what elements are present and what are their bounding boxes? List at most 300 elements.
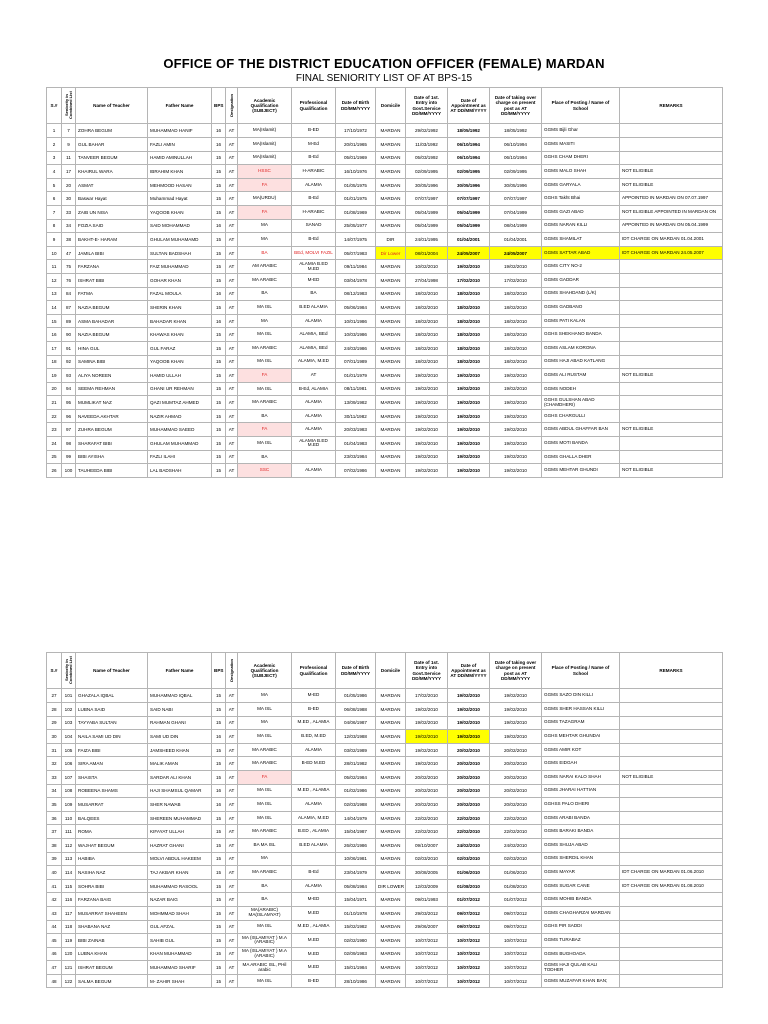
seniority-cell: 75 bbox=[62, 260, 76, 274]
remarks-cell bbox=[620, 396, 723, 410]
seniority-cell: 84 bbox=[62, 287, 76, 301]
posting-cell: GGMS SATTAR ABAD bbox=[542, 246, 620, 260]
teacher-name-cell: ZUHRA BEGUM bbox=[76, 423, 148, 437]
charge-date-cell: 19/02/2010 bbox=[490, 450, 542, 464]
remarks-cell bbox=[620, 409, 723, 423]
teacher-name-cell: ROMA bbox=[76, 825, 148, 839]
seniority-table-1 bbox=[46, 87, 723, 478]
bps-cell: 15 bbox=[212, 934, 226, 948]
academic-cell: MA ARABIC ISL, PHil arabic bbox=[238, 961, 292, 975]
domicile-cell: MARDAN bbox=[376, 947, 406, 961]
teacher-name-cell: ISHRAT BEGUM bbox=[76, 961, 148, 975]
entry-date-cell: 19/02/2010 bbox=[406, 409, 448, 423]
father-name-cell: KHAWAS KHAN bbox=[148, 328, 212, 342]
appointment-date-cell: 20/02/2010 bbox=[448, 743, 490, 757]
designation-cell: AT bbox=[226, 165, 238, 179]
domicile-cell: MARDAN bbox=[376, 219, 406, 233]
header-posting: Place of Posting / Name of School bbox=[542, 653, 620, 689]
designation-cell: AT bbox=[226, 233, 238, 247]
teacher-name-cell: HABIBA bbox=[76, 852, 148, 866]
designation-cell: AT bbox=[226, 464, 238, 478]
professional-cell: B-ED M.ED bbox=[292, 757, 336, 771]
posting-cell: GGMS HAJI ABAD KATLANG bbox=[542, 355, 620, 369]
academic-cell: MA ISL bbox=[238, 355, 292, 369]
professional-cell: B.ED ALAMIA bbox=[292, 838, 336, 852]
posting-cell: GGMS GADBANO bbox=[542, 301, 620, 315]
header-seniority-label: Seniority in Combined List bbox=[63, 656, 73, 684]
serial-cell: 25 bbox=[47, 450, 62, 464]
bps-cell: 15 bbox=[212, 437, 226, 451]
teacher-name-cell: MUSARRAT bbox=[76, 798, 148, 812]
designation-cell: AT bbox=[226, 757, 238, 771]
seniority-cell: 33 bbox=[62, 205, 76, 219]
domicile-cell: MARDAN bbox=[376, 703, 406, 717]
dob-cell: 01/02/1986 bbox=[336, 784, 376, 798]
academic-cell: MA ISL bbox=[238, 703, 292, 717]
designation-cell: AT bbox=[226, 151, 238, 165]
charge-date-cell: 30/05/1996 bbox=[490, 178, 542, 192]
domicile-cell: MARDAN bbox=[376, 757, 406, 771]
domicile-cell: DIR LOWER bbox=[376, 879, 406, 893]
designation-cell: AT bbox=[226, 178, 238, 192]
remarks-cell bbox=[620, 689, 723, 703]
entry-date-cell: 29/03/2012 bbox=[406, 906, 448, 920]
bps-cell: 15 bbox=[212, 879, 226, 893]
table-row bbox=[47, 205, 723, 219]
dob-cell: 08/11/1981 bbox=[336, 382, 376, 396]
bps-cell: 15 bbox=[212, 233, 226, 247]
charge-date-cell: 24/02/2010 bbox=[490, 838, 542, 852]
header-seniority bbox=[62, 653, 76, 689]
designation-cell: AT bbox=[226, 328, 238, 342]
seniority-cell: 76 bbox=[62, 273, 76, 287]
teacher-name-cell: JAMILA BIBI bbox=[76, 246, 148, 260]
serial-cell: 19 bbox=[47, 369, 62, 383]
seniority-cell: 119 bbox=[62, 934, 76, 948]
designation-cell: AT bbox=[226, 246, 238, 260]
serial-cell: 31 bbox=[47, 743, 62, 757]
designation-cell: AT bbox=[226, 355, 238, 369]
header-row bbox=[47, 653, 723, 689]
teacher-name-cell: SEEMA REHMAN bbox=[76, 382, 148, 396]
appointment-date-cell: 20/02/2010 bbox=[448, 798, 490, 812]
academic-cell: MA bbox=[238, 689, 292, 703]
dob-cell: 14/04/1979 bbox=[336, 811, 376, 825]
entry-date-cell: 19/02/2010 bbox=[406, 703, 448, 717]
bps-cell: 15 bbox=[212, 301, 226, 315]
domicile-cell: MARDAN bbox=[376, 770, 406, 784]
table-row bbox=[47, 178, 723, 192]
seniority-cell: 11 bbox=[62, 151, 76, 165]
father-name-cell: SHEREEN MUHAMMAD bbox=[148, 811, 212, 825]
appointment-date-cell: 06/10/1994 bbox=[448, 138, 490, 152]
serial-cell: 1 bbox=[47, 124, 62, 138]
remarks-cell bbox=[620, 757, 723, 771]
father-name-cell: SAMI UD DIN bbox=[148, 730, 212, 744]
entry-date-cell: 05/03/1992 bbox=[406, 151, 448, 165]
remarks-cell: IDT CHARGE ON MARDAN 01.04.2001 bbox=[620, 233, 723, 247]
bps-cell: 15 bbox=[212, 246, 226, 260]
father-name-cell: QAZI MUMTAZ AHMED bbox=[148, 396, 212, 410]
bps-cell: 15 bbox=[212, 205, 226, 219]
serial-cell: 18 bbox=[47, 355, 62, 369]
father-name-cell: LAL BADSHAH bbox=[148, 464, 212, 478]
domicile-cell: MARDAN bbox=[376, 838, 406, 852]
professional-cell: M.ED , ALAMIA bbox=[292, 716, 336, 730]
table-row bbox=[47, 798, 723, 812]
academic-cell: MA ISL bbox=[238, 798, 292, 812]
serial-cell: 16 bbox=[47, 328, 62, 342]
posting-cell: GGMS TAZAGRAM bbox=[542, 716, 620, 730]
table-row bbox=[47, 165, 723, 179]
charge-date-cell: 06/10/1994 bbox=[490, 151, 542, 165]
professional-cell: ALAMIA, BEd bbox=[292, 328, 336, 342]
entry-date-cell: 29/06/2007 bbox=[406, 920, 448, 934]
bps-cell: 15 bbox=[212, 165, 226, 179]
dob-cell: 01/05/1975 bbox=[336, 178, 376, 192]
charge-date-cell: 09/07/2012 bbox=[490, 906, 542, 920]
posting-cell: GGMS SHAMILAT bbox=[542, 233, 620, 247]
teacher-name-cell: BIBI ZAINAB bbox=[76, 934, 148, 948]
professional-cell: B-ED bbox=[292, 124, 336, 138]
dob-cell: 01/01/1975 bbox=[336, 192, 376, 206]
dob-cell: 01/10/1978 bbox=[336, 906, 376, 920]
entry-date-cell: 22/02/2010 bbox=[406, 811, 448, 825]
table-row bbox=[47, 716, 723, 730]
father-name-cell: MUHAMMAD HANIF bbox=[148, 124, 212, 138]
teacher-name-cell: SIRA AMAN bbox=[76, 757, 148, 771]
professional-cell: ALAMIA B.ED M.ED bbox=[292, 437, 336, 451]
header-remarks: REMARKS bbox=[620, 88, 723, 124]
academic-cell: FA bbox=[238, 423, 292, 437]
bps-cell: 15 bbox=[212, 355, 226, 369]
dob-cell: 16/10/1976 bbox=[336, 165, 376, 179]
table-row bbox=[47, 124, 723, 138]
bps-cell: 15 bbox=[212, 273, 226, 287]
father-name-cell: YAQOOB KHAN bbox=[148, 205, 212, 219]
teacher-name-cell: SHARAFAT BIBI bbox=[76, 437, 148, 451]
academic-cell: MA (ISLAMIYAT ) M.A (ARABIC) bbox=[238, 947, 292, 961]
bps-cell: 15 bbox=[212, 906, 226, 920]
teacher-name-cell: KHAIRUL WARA bbox=[76, 165, 148, 179]
teacher-name-cell: SHABANA NAZ bbox=[76, 920, 148, 934]
remarks-cell: NOT ELIGIBLE bbox=[620, 165, 723, 179]
bps-cell: 15 bbox=[212, 947, 226, 961]
appointment-date-cell: 09/07/2012 bbox=[448, 906, 490, 920]
domicile-cell: MARDAN bbox=[376, 192, 406, 206]
professional-cell: M.ED bbox=[292, 947, 336, 961]
academic-cell: MA ISL bbox=[238, 730, 292, 744]
serial-cell: 6 bbox=[47, 192, 62, 206]
seniority-cell: 107 bbox=[62, 770, 76, 784]
entry-date-cell: 09/01/1993 bbox=[406, 893, 448, 907]
seniority-cell: 92 bbox=[62, 355, 76, 369]
appointment-date-cell: 24/05/2007 bbox=[448, 246, 490, 260]
header-sno: S.# bbox=[47, 88, 62, 124]
seniority-cell: 7 bbox=[62, 124, 76, 138]
domicile-cell: MARDAN bbox=[376, 314, 406, 328]
domicile-cell: MARDAN bbox=[376, 369, 406, 383]
remarks-cell bbox=[620, 328, 723, 342]
serial-cell: 23 bbox=[47, 423, 62, 437]
father-name-cell: SARDAR ALI KHAN bbox=[148, 770, 212, 784]
designation-cell: AT bbox=[226, 287, 238, 301]
father-name-cell: KIFAYAT ULLAH bbox=[148, 825, 212, 839]
appointment-date-cell: 19/02/2010 bbox=[448, 703, 490, 717]
serial-cell: 48 bbox=[47, 974, 62, 988]
seniority-cell: 106 bbox=[62, 757, 76, 771]
domicile-cell: MARDAN bbox=[376, 260, 406, 274]
bps-cell: 15 bbox=[212, 450, 226, 464]
dob-cell: 01/08/1969 bbox=[336, 205, 376, 219]
designation-cell: AT bbox=[226, 124, 238, 138]
teacher-name-cell: ZOHRA BEGUM bbox=[76, 124, 148, 138]
professional-cell: B.ED ALAMIA bbox=[292, 301, 336, 315]
professional-cell: H-ARABIC bbox=[292, 165, 336, 179]
charge-date-cell: 22/02/2010 bbox=[490, 825, 542, 839]
father-name-cell: TAJ AKBAR KHAN bbox=[148, 866, 212, 880]
header-appointment: Date of Appointment as AT DD/MM/YYYY bbox=[448, 88, 490, 124]
father-name-cell: FAZLI AMIN bbox=[148, 138, 212, 152]
serial-cell: 30 bbox=[47, 730, 62, 744]
posting-cell: GGMS GHALLA DHER bbox=[542, 450, 620, 464]
appointment-date-cell: 02/03/2010 bbox=[448, 852, 490, 866]
charge-date-cell: 20/02/2010 bbox=[490, 784, 542, 798]
serial-cell: 26 bbox=[47, 464, 62, 478]
academic-cell: MA ISL bbox=[238, 920, 292, 934]
dob-cell: 10/06/1981 bbox=[336, 852, 376, 866]
entry-date-cell: 19/02/2010 bbox=[406, 464, 448, 478]
entry-date-cell: 11/03/1992 bbox=[406, 138, 448, 152]
professional-cell: M.ED bbox=[292, 906, 336, 920]
charge-date-cell: 01/08/2010 bbox=[490, 879, 542, 893]
father-name-cell: GOHAR KHAN bbox=[148, 273, 212, 287]
serial-cell: 14 bbox=[47, 301, 62, 315]
charge-date-cell: 19/02/2010 bbox=[490, 464, 542, 478]
professional-cell: B-Ed bbox=[292, 192, 336, 206]
table-row bbox=[47, 866, 723, 880]
father-name-cell: NAZIR AHMAD bbox=[148, 409, 212, 423]
father-name-cell: BAHADAR KHAN bbox=[148, 314, 212, 328]
appointment-date-cell: 22/02/2010 bbox=[448, 825, 490, 839]
remarks-cell bbox=[620, 852, 723, 866]
professional-cell: ALAMIA bbox=[292, 798, 336, 812]
appointment-date-cell: 10/07/2012 bbox=[448, 974, 490, 988]
posting-cell: GGMS MOTI BANDA bbox=[542, 437, 620, 451]
professional-cell: B-Ed bbox=[292, 233, 336, 247]
dob-cell: 08/12/1983 bbox=[336, 287, 376, 301]
header-seniority bbox=[62, 88, 76, 124]
dob-cell: 15/01/1984 bbox=[336, 961, 376, 975]
entry-date-cell: 17/02/2010 bbox=[406, 689, 448, 703]
academic-cell: MA bbox=[238, 233, 292, 247]
serial-cell: 28 bbox=[47, 703, 62, 717]
domicile-cell: MARDAN bbox=[376, 165, 406, 179]
entry-date-cell: 20/02/2010 bbox=[406, 798, 448, 812]
posting-cell: GGMS EIDGAH bbox=[542, 757, 620, 771]
domicile-cell: DIR bbox=[376, 233, 406, 247]
table-row bbox=[47, 260, 723, 274]
designation-cell: AT bbox=[226, 423, 238, 437]
seniority-cell: 90 bbox=[62, 328, 76, 342]
remarks-cell: NOT ELIGIBLE bbox=[620, 423, 723, 437]
teacher-name-cell: GUL BAHAR bbox=[76, 138, 148, 152]
designation-cell: AT bbox=[226, 138, 238, 152]
serial-cell: 36 bbox=[47, 811, 62, 825]
serial-cell: 45 bbox=[47, 934, 62, 948]
remarks-cell: NOT ELIGIBLE bbox=[620, 770, 723, 784]
academic-cell: BA MA ISL bbox=[238, 838, 292, 852]
seniority-cell: 117 bbox=[62, 906, 76, 920]
appointment-date-cell: 18/02/2010 bbox=[448, 328, 490, 342]
professional-cell: ALAMIA, M.ED bbox=[292, 811, 336, 825]
charge-date-cell: 01/07/2012 bbox=[490, 893, 542, 907]
charge-date-cell: 19/02/2010 bbox=[490, 382, 542, 396]
appointment-date-cell: 18/02/2010 bbox=[448, 287, 490, 301]
academic-cell: MA ISL bbox=[238, 328, 292, 342]
teacher-name-cell: NASIHA NAZ bbox=[76, 866, 148, 880]
academic-cell: BA bbox=[238, 893, 292, 907]
father-name-cell: SHERIN KHAN bbox=[148, 301, 212, 315]
academic-cell: FA bbox=[238, 178, 292, 192]
remarks-cell: IDT CHARGE ON MARDAN 01.06.2010 bbox=[620, 866, 723, 880]
dob-cell: 15/04/1987 bbox=[336, 825, 376, 839]
seniority-cell: 111 bbox=[62, 825, 76, 839]
posting-cell: GGMS MUZAFAR KHAN BAN; bbox=[542, 974, 620, 988]
dob-cell: 20/03/1983 bbox=[336, 423, 376, 437]
serial-cell: 20 bbox=[47, 382, 62, 396]
teacher-name-cell: FAIZA BIBI bbox=[76, 743, 148, 757]
bps-cell: 16 bbox=[212, 138, 226, 152]
dob-cell: 09/11/1984 bbox=[336, 260, 376, 274]
teacher-name-cell: FATMA bbox=[76, 287, 148, 301]
father-name-cell: YAQOOB KHAN bbox=[148, 355, 212, 369]
father-name-cell: GHANI UR REHMAN bbox=[148, 382, 212, 396]
professional-cell: B-ED bbox=[292, 703, 336, 717]
table-row bbox=[47, 464, 723, 478]
professional-cell: M-ED bbox=[292, 689, 336, 703]
entry-date-cell: 10/07/2012 bbox=[406, 947, 448, 961]
academic-cell: MA ARABIC bbox=[238, 341, 292, 355]
academic-cell: MA ARABIC bbox=[238, 396, 292, 410]
entry-date-cell: 19/02/2010 bbox=[406, 757, 448, 771]
domicile-cell: MARDAN bbox=[376, 396, 406, 410]
domicile-cell: MARDAN bbox=[376, 301, 406, 315]
academic-cell: HSSC bbox=[238, 165, 292, 179]
teacher-name-cell: SALMA BEGUM bbox=[76, 974, 148, 988]
designation-cell: AT bbox=[226, 301, 238, 315]
remarks-cell bbox=[620, 798, 723, 812]
domicile-cell: MARDAN bbox=[376, 906, 406, 920]
bps-cell: 16 bbox=[212, 730, 226, 744]
professional-cell: M.ED , ALAMIA bbox=[292, 784, 336, 798]
seniority-cell: 108 bbox=[62, 784, 76, 798]
header-designation-label: Designation bbox=[228, 658, 234, 682]
appointment-date-cell: 19/02/2010 bbox=[448, 423, 490, 437]
remarks-cell: NOT ELIGIBLE APPOINTED IN MARDAN ON bbox=[620, 205, 723, 219]
teacher-name-cell: FARZANA BAIG bbox=[76, 893, 148, 907]
table-row bbox=[47, 233, 723, 247]
appointment-date-cell: 18/02/2010 bbox=[448, 314, 490, 328]
table-row bbox=[47, 784, 723, 798]
charge-date-cell: 02/03/2010 bbox=[490, 852, 542, 866]
designation-cell: AT bbox=[226, 730, 238, 744]
entry-date-cell: 05/04/1999 bbox=[406, 219, 448, 233]
entry-date-cell: 30/08/2005 bbox=[406, 866, 448, 880]
academic-cell: MA(Islamit) bbox=[238, 124, 292, 138]
seniority-cell: 9 bbox=[62, 138, 76, 152]
teacher-name-cell: ROBEENA SHAMS bbox=[76, 784, 148, 798]
charge-date-cell: 20/02/2010 bbox=[490, 798, 542, 812]
father-name-cell: M- ZAHIR SHAH bbox=[148, 974, 212, 988]
posting-cell: GGMS ABDUL GHAFFAR BAN bbox=[542, 423, 620, 437]
seniority-cell: 112 bbox=[62, 838, 76, 852]
teacher-name-cell: SAMINA BIBI bbox=[76, 355, 148, 369]
bps-cell: 15 bbox=[212, 260, 226, 274]
seniority-cell: 103 bbox=[62, 716, 76, 730]
header-entry: Date of 1st. Entry into Govt.Service DD/MM/YYYY bbox=[406, 653, 448, 689]
entry-date-cell: 12/03/2009 bbox=[406, 879, 448, 893]
table-row bbox=[47, 825, 723, 839]
designation-cell: AT bbox=[226, 798, 238, 812]
entry-date-cell: 18/02/2010 bbox=[406, 341, 448, 355]
charge-date-cell: 18/02/2010 bbox=[490, 314, 542, 328]
serial-cell: 5 bbox=[47, 178, 62, 192]
appointment-date-cell: 22/02/2010 bbox=[448, 811, 490, 825]
professional-cell: M.ED bbox=[292, 934, 336, 948]
header-row bbox=[47, 88, 723, 124]
father-name-cell: Muhammad Hayat bbox=[148, 192, 212, 206]
professional-cell: B.ED, M.ED bbox=[292, 730, 336, 744]
entry-date-cell: 07/07/1997 bbox=[406, 192, 448, 206]
seniority-cell: 115 bbox=[62, 879, 76, 893]
academic-cell: FA bbox=[238, 369, 292, 383]
bps-cell: 15 bbox=[212, 328, 226, 342]
charge-date-cell: 20/02/2010 bbox=[490, 770, 542, 784]
entry-date-cell: 10/07/2012 bbox=[406, 974, 448, 988]
seniority-cell: 20 bbox=[62, 178, 76, 192]
appointment-date-cell: 20/02/2010 bbox=[448, 757, 490, 771]
teacher-name-cell: MUSARRAT SHAHEEN bbox=[76, 906, 148, 920]
table-row bbox=[47, 355, 723, 369]
table-row bbox=[47, 314, 723, 328]
remarks-cell bbox=[620, 355, 723, 369]
designation-cell: AT bbox=[226, 689, 238, 703]
seniority-cell: 98 bbox=[62, 437, 76, 451]
academic-cell: MA ISL bbox=[238, 301, 292, 315]
bps-cell: 16 bbox=[212, 314, 226, 328]
table-row bbox=[47, 138, 723, 152]
serial-cell: 22 bbox=[47, 409, 62, 423]
designation-cell: AT bbox=[226, 437, 238, 451]
appointment-date-cell: 02/09/1995 bbox=[448, 165, 490, 179]
appointment-date-cell: 19/02/2010 bbox=[448, 369, 490, 383]
bps-cell: 15 bbox=[212, 743, 226, 757]
charge-date-cell: 18/02/2010 bbox=[490, 287, 542, 301]
domicile-cell: MARDAN bbox=[376, 341, 406, 355]
remarks-cell bbox=[620, 437, 723, 451]
serial-cell: 13 bbox=[47, 287, 62, 301]
designation-cell: AT bbox=[226, 396, 238, 410]
charge-date-cell: 19/02/2010 bbox=[490, 716, 542, 730]
academic-cell: MA bbox=[238, 219, 292, 233]
domicile-cell: MARDAN bbox=[376, 205, 406, 219]
dob-cell: 24/03/1986 bbox=[336, 341, 376, 355]
table-row bbox=[47, 974, 723, 988]
serial-cell: 46 bbox=[47, 947, 62, 961]
table-row bbox=[47, 689, 723, 703]
designation-cell: AT bbox=[226, 906, 238, 920]
